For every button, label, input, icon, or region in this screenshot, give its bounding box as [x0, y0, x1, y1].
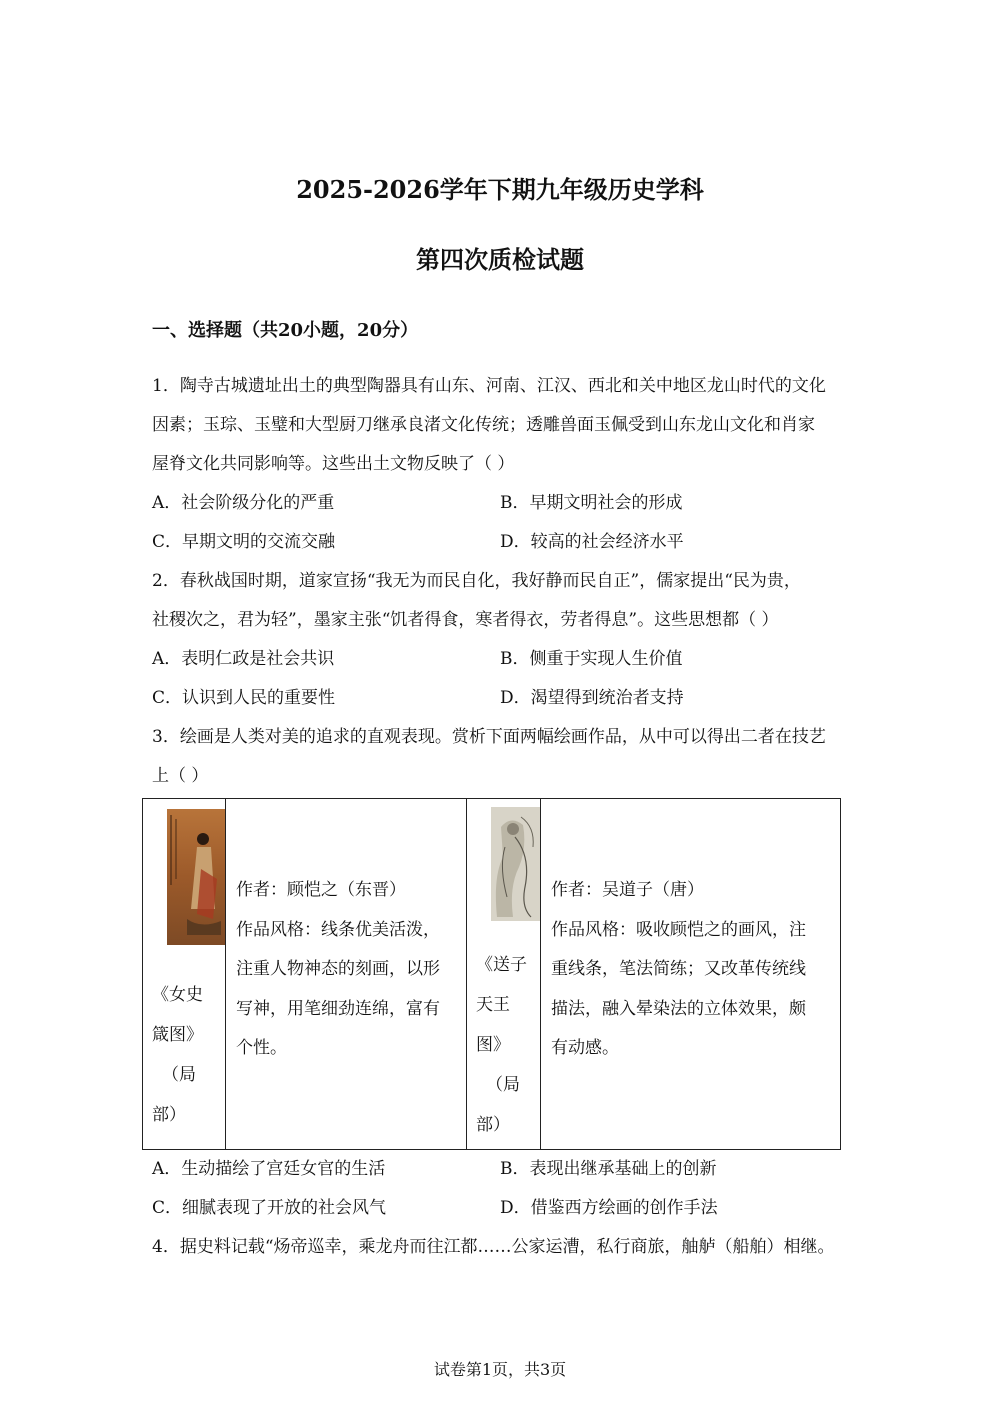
paintings-table — [142, 798, 841, 1150]
painting2-description — [551, 871, 806, 1069]
painting1-caption-line: （局 — [162, 1065, 196, 1085]
q1-option-a[interactable]: A．社会阶级分化的严重 — [152, 493, 335, 513]
q4-stem-line1: 4．据史料记载“炀帝巡幸，乘龙舟而往江都……公家运漕，私行商旅，舳舻（船舶）相继。 — [152, 1237, 835, 1257]
painting2-caption-line: 天王 — [476, 995, 510, 1015]
exam-title-line1: 2025-2026学年下期九年级历史学科 — [296, 175, 704, 204]
q2-option-d[interactable]: D．渴望得到统治者支持 — [500, 688, 684, 708]
q2-option-a[interactable]: A．表明仁政是社会共识 — [152, 649, 335, 669]
q2-stem-line1: 2．春秋战国时期，道家宣扬“我无为而民自化，我好静而民自正”，儒家提出“民为贵， — [152, 571, 801, 591]
painting1-cell — [143, 799, 226, 1150]
q1-option-b[interactable]: B．早期文明社会的形成 — [500, 493, 683, 513]
q2-option-b[interactable]: B．侧重于实现人生价值 — [500, 649, 683, 669]
painting1-desc-line: 作者：顾恺之（东晋） — [236, 880, 406, 900]
painting1-description — [236, 871, 440, 1069]
q1-stem-line2: 因素；玉琮、玉璧和大型厨刀继承良渚文化传统；透雕兽面玉佩受到山东龙山文化和肖家 — [152, 415, 815, 435]
painting2-desc-line: 作品风格：吸收顾恺之的画风，注 — [551, 919, 806, 940]
painting1-image — [167, 809, 225, 945]
painting1-caption-line: 《女史 — [152, 985, 203, 1005]
q3-option-c[interactable]: C．细腻表现了开放的社会风气 — [152, 1198, 387, 1218]
painting2-caption — [476, 945, 527, 1145]
q2-option-c[interactable]: C．认识到人民的重要性 — [152, 688, 336, 708]
q3-stem-line2: 上（ ） — [152, 766, 209, 786]
painting1-caption-line: 箴图》 — [152, 1025, 203, 1045]
painting1-description-cell — [226, 799, 467, 1150]
painting1-caption-line: 部） — [152, 1105, 186, 1125]
painting2-cell — [467, 799, 541, 1150]
painting2-desc-line: 作者：吴道子（唐） — [551, 880, 704, 900]
section-heading: 一、选择题（共20小题，20分） — [152, 320, 419, 341]
exam-title-line2: 第四次质检试题 — [416, 245, 584, 274]
q2-stem-line2: 社稷次之，君为轻”，墨家主张“饥者得食，寒者得衣，劳者得息”。这些思想都（ ） — [152, 610, 779, 630]
q3-stem-line1: 3．绘画是人类对美的追求的直观表现。赏析下面两幅绘画作品，从中可以得出二者在技艺 — [152, 727, 826, 747]
page-footer: 试卷第1页，共3页 — [433, 1360, 567, 1379]
painting2-caption-line: （局 — [486, 1075, 520, 1095]
q1-option-c[interactable]: C．早期文明的交流交融 — [152, 532, 336, 552]
painting1-desc-line: 个性。 — [236, 1038, 287, 1058]
q3-option-b[interactable]: B．表现出继承基础上的创新 — [500, 1159, 717, 1179]
painting2-caption-line: 《送子 — [476, 955, 527, 975]
q3-option-a[interactable]: A．生动描绘了宫廷女官的生活 — [152, 1159, 386, 1179]
painting1-desc-line: 作品风格：线条优美活泼， — [236, 919, 440, 940]
q1-option-d[interactable]: D．较高的社会经济水平 — [500, 532, 684, 552]
q1-stem-line1: 1．陶寺古城遗址出土的典型陶器具有山东、河南、江汉、西北和关中地区龙山时代的文化 — [152, 376, 826, 396]
painting2-caption-line: 部） — [476, 1115, 510, 1135]
painting2-caption-line: 图》 — [476, 1035, 510, 1055]
q1-stem-line3: 屋脊文化共同影响等。这些出土文物反映了（ ） — [152, 454, 515, 474]
painting2-description-cell — [541, 799, 841, 1150]
painting1-caption — [152, 975, 203, 1135]
painting2-desc-line: 有动感。 — [551, 1038, 619, 1058]
painting2-desc-line: 重线条，笔法简练；又改革传统线 — [551, 959, 806, 979]
painting2-desc-line: 描法，融入晕染法的立体效果，颇 — [551, 998, 806, 1019]
q3-option-d[interactable]: D．借鉴西方绘画的创作手法 — [500, 1198, 718, 1218]
painting1-desc-line: 写神，用笔细劲连绵，富有 — [236, 998, 440, 1019]
painting2-image — [491, 807, 540, 921]
painting1-desc-line: 注重人物神态的刻画，以形 — [236, 959, 440, 979]
